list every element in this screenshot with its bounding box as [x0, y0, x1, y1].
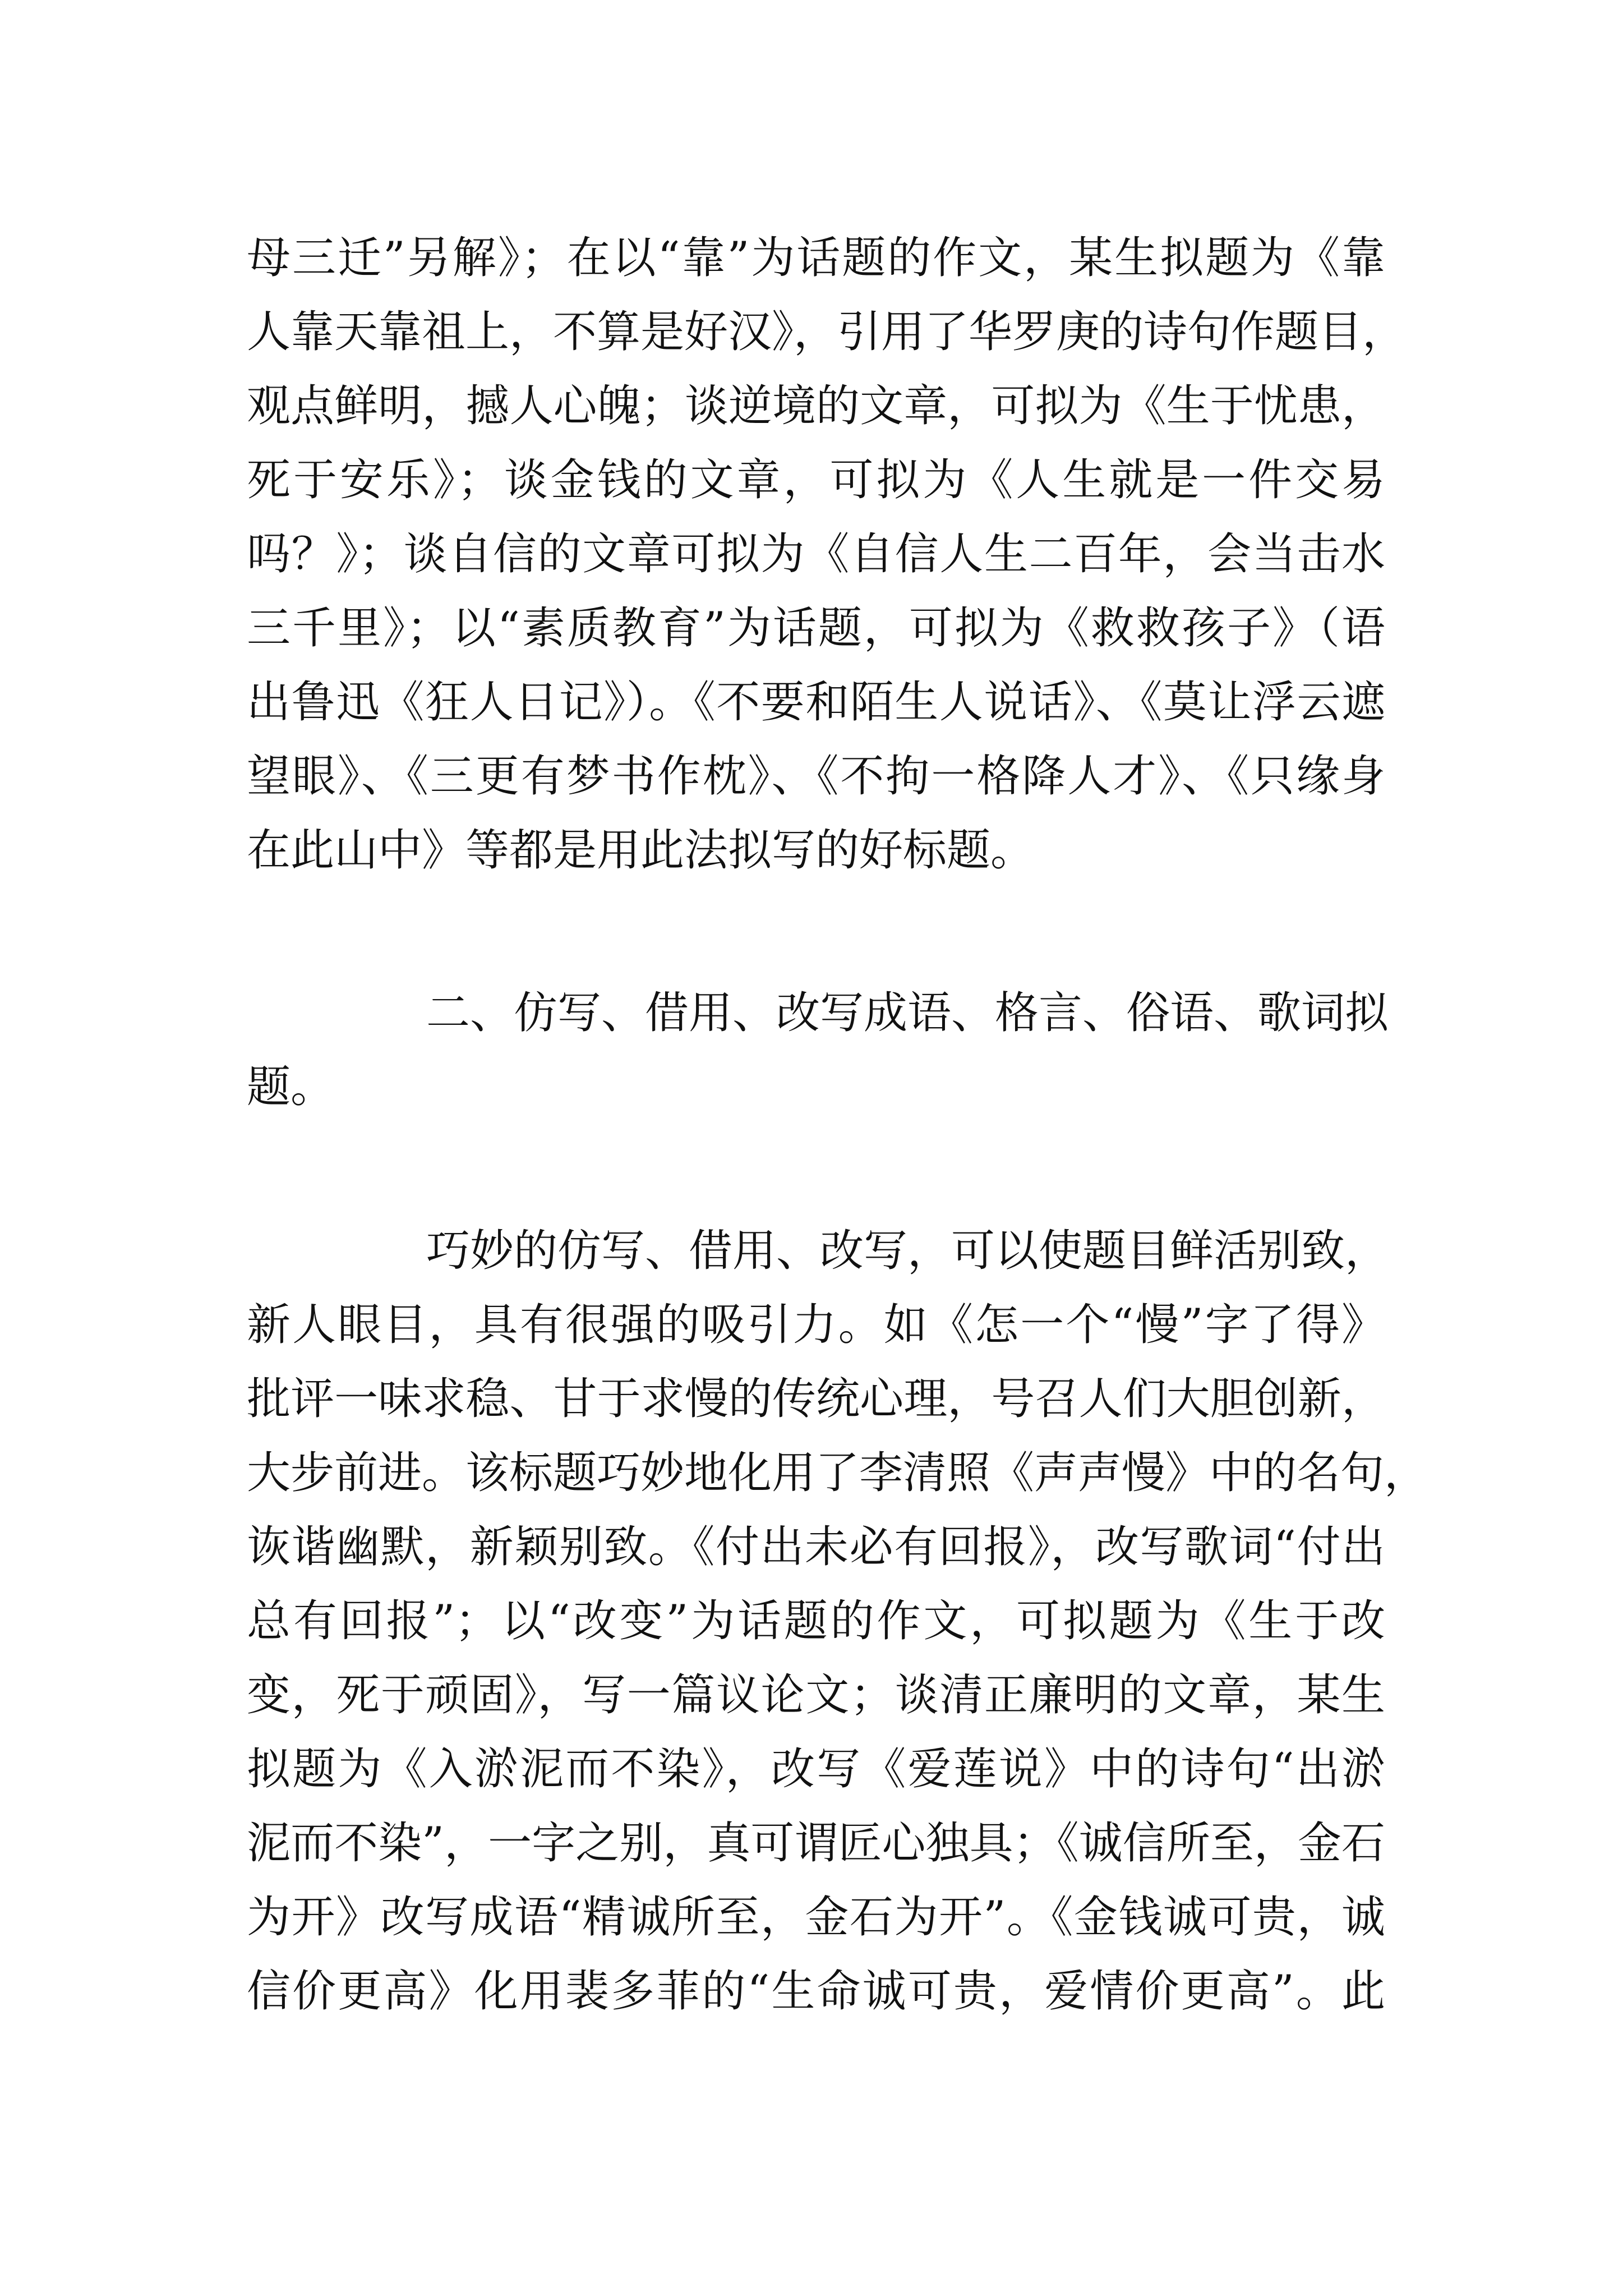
paragraph-3-line-2: 新人眼目，具有很强的吸引力。如《怎一个“慢”字了得》 — [247, 1300, 1385, 1350]
section-heading-line-1: 二、仿写、借用、改写成语、格言、俗语、歌词拟 — [426, 988, 1389, 1038]
paragraph-3-line-5: 诙谐幽默，新颖别致。《付出未必有回报》，改写歌词“付出 — [247, 1522, 1385, 1572]
paragraph-3-line-7: 变，死于顽固》，写一篇议论文；谈清正廉明的文章，某生 — [247, 1670, 1385, 1720]
paragraph-1-line-9: 在此山中》等都是用此法拟写的好标题。 — [247, 825, 1035, 876]
paragraph-1-line-8: 望眼》、《三更有梦书作枕》、《不拘一格降人才》、《只缘身 — [247, 751, 1385, 802]
paragraph-3-line-11: 信价更高》化用裴多菲的“生命诚可贵，爱情价更高”。此 — [247, 1966, 1385, 2017]
section-heading-line-2: 题。 — [247, 1062, 335, 1112]
paragraph-3-line-3: 批评一味求稳、甘于求慢的传统心理，号召人们大胆创新， — [247, 1374, 1385, 1424]
paragraph-3-line-10: 为开》改写成语“精诚所至，金石为开”。《金钱诚可贵，诚 — [247, 1892, 1385, 1943]
paragraph-1-line-5: 吗？》；谈自信的文章可拟为《自信人生二百年，会当击水 — [247, 529, 1385, 579]
paragraph-1-line-1: 母三迁”另解》；在以“靠”为话题的作文，某生拟题为《靠 — [247, 233, 1385, 283]
paragraph-3-line-9: 泥而不染”，一字之别，真可谓匠心独具；《诚信所至，金石 — [247, 1818, 1385, 1869]
paragraph-1-line-2: 人靠天靠祖上，不算是好汉》，引用了华罗庚的诗句作题目， — [247, 307, 1407, 357]
paragraph-1-line-6: 三千里》；以“素质教育”为话题，可拟为《救救孩子》（语 — [247, 603, 1385, 654]
paragraph-1-line-3: 观点鲜明，撼人心魄；谈逆境的文章，可拟为《生于忧患， — [247, 381, 1385, 431]
paragraph-3-line-6: 总有回报”；以“改变”为话题的作文，可拟题为《生于改 — [247, 1596, 1385, 1646]
paragraph-1-line-7: 出鲁迅《狂人日记》）。《不要和陌生人说话》、《莫让浮云遮 — [247, 677, 1385, 728]
paragraph-3-line-4: 大步前进。该标题巧妙地化用了李清照《声声慢》中的名句， — [247, 1448, 1428, 1498]
paragraph-1-line-4: 死于安乐》；谈金钱的文章，可拟为《人生就是一件交易 — [247, 455, 1385, 505]
paragraph-3-line-8: 拟题为《入淤泥而不染》，改写《爱莲说》中的诗句“出淤 — [247, 1744, 1385, 1795]
paragraph-3-line-1: 巧妙的仿写、借用、改写，可以使题目鲜活别致， — [426, 1226, 1389, 1276]
